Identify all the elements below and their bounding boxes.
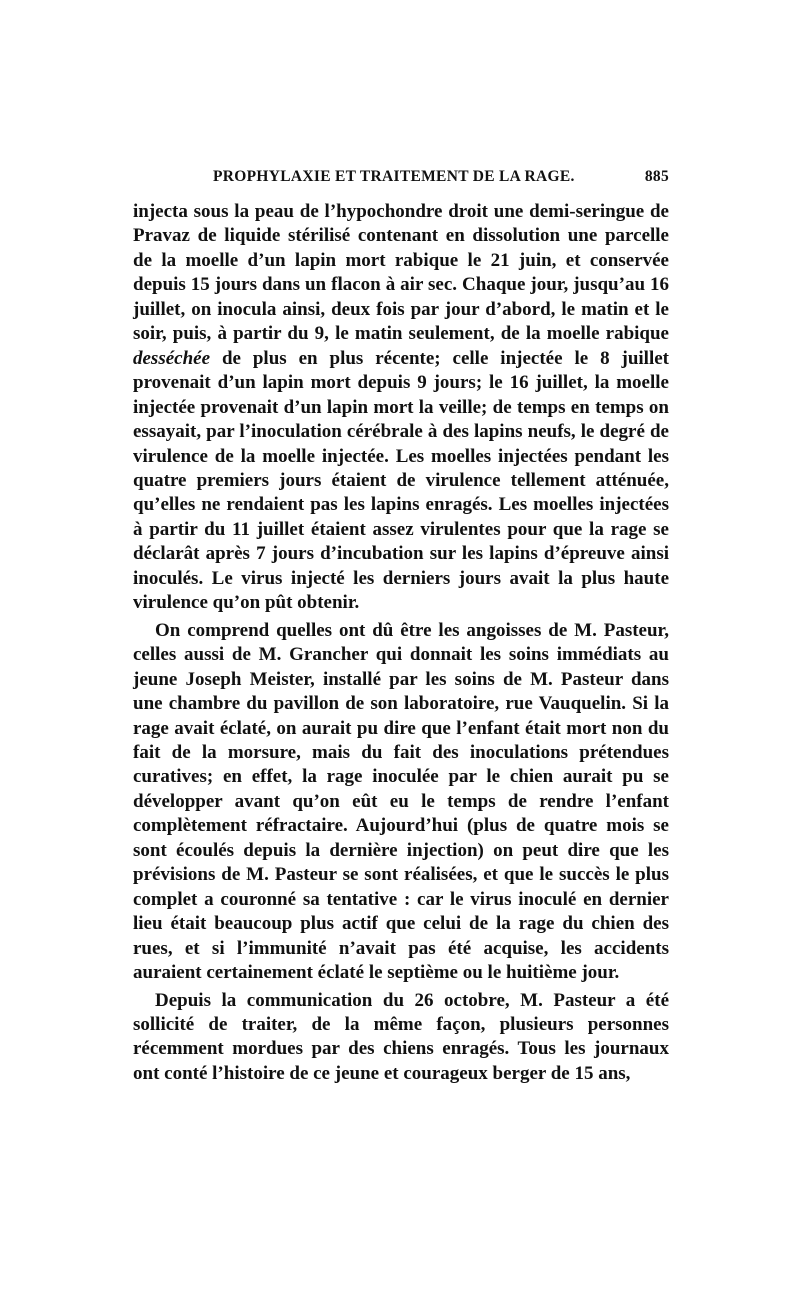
paragraph-injection-protocol bbox=[133, 200, 669, 616]
paragraph-text: injecta sous la peau de l’hypochondre droit une demi-seringue de Pravaz de liquide stérilisé contenant en dissolution une parcelle de la moelle d’un lapin mort rabique le 21 juin, et conservée depuis 15 jours dans un flacon à air sec. Chaque jour, jusqu’au 16 juillet, on inocula ainsi, deux fois par jour d’abord, le matin et le soir, puis, à partir du 9, le matin seulement, de la moelle rabique bbox=[133, 201, 669, 345]
paragraph-text: de plus en plus récente; celle injectée le 8 juillet provenait d’un lapin mort depuis 9 jours; le 16 juillet, la moelle injectée provenait d’un lapin mort la veille; de temps en temps on essayait, par l’inoculation cérébrale à des lapins neufs, le degré de virulence de la moelle injectée. Les moelles injectées pendant les quatre premiers jours étaient de virulence tellement atténuée, qu’elles ne rendaient pas les lapins enragés. Les moelles injectées à partir du 11 juillet étaient assez virulentes pour que la rage se déclarât après 7 jours d’incubation sur les lapins d’épreuve ainsi inoculés. Le virus injecté les derniers jours avait la plus haute virulence qu’on pût obtenir. bbox=[133, 347, 669, 614]
page-number: 885 bbox=[644, 168, 669, 185]
emphasized-word: desséchée bbox=[133, 347, 211, 369]
running-head bbox=[133, 168, 669, 192]
body-text bbox=[133, 200, 669, 1086]
paragraph-pasteur-anxieties: On comprend quelles ont dû être les angoisses de M. Pasteur, celles aussi de M. Grancher qui donnait les soins immédiats au jeune Joseph Meister, installé par les soins de M. Pasteur dans une chambre du pavillon de son laboratoire, rue Vauquelin. Si la rage avait éclaté, on aurait pu dire que l’enfant était mort non du fait de la morsure, mais du fait des inoculations prétendues curatives; en effet, la rage inoculée par le chien aurait pu se développer avant qu’on eût eu le temps de rendre l’enfant complètement réfractaire. Aujourd’hui (plus de quatre mois se sont écoulés depuis la dernière injection) on peut dire que les prévisions de M. Pasteur se sont réalisées, et que le succès le plus complet a couronné sa tentative : car le virus inoculé en dernier lieu était beaucoup plus actif que celui de la rage du chien des rues, et si l’immunité n’avait pas été acquise, les accidents auraient certainement éclaté le septième ou le huitième jour. bbox=[133, 619, 669, 984]
running-title: PROPHYLAXIE ET TRAITEMENT DE LA RAGE. bbox=[213, 168, 575, 185]
paragraph-later-cases: Depuis la communication du 26 octobre, M. Pasteur a été sollicité de traiter, de la même façon, plusieurs personnes récemment mordues par des chiens enragés. Tous les journaux ont conté l’histoire de ce jeune et courageux berger de 15 ans, bbox=[133, 989, 669, 1084]
